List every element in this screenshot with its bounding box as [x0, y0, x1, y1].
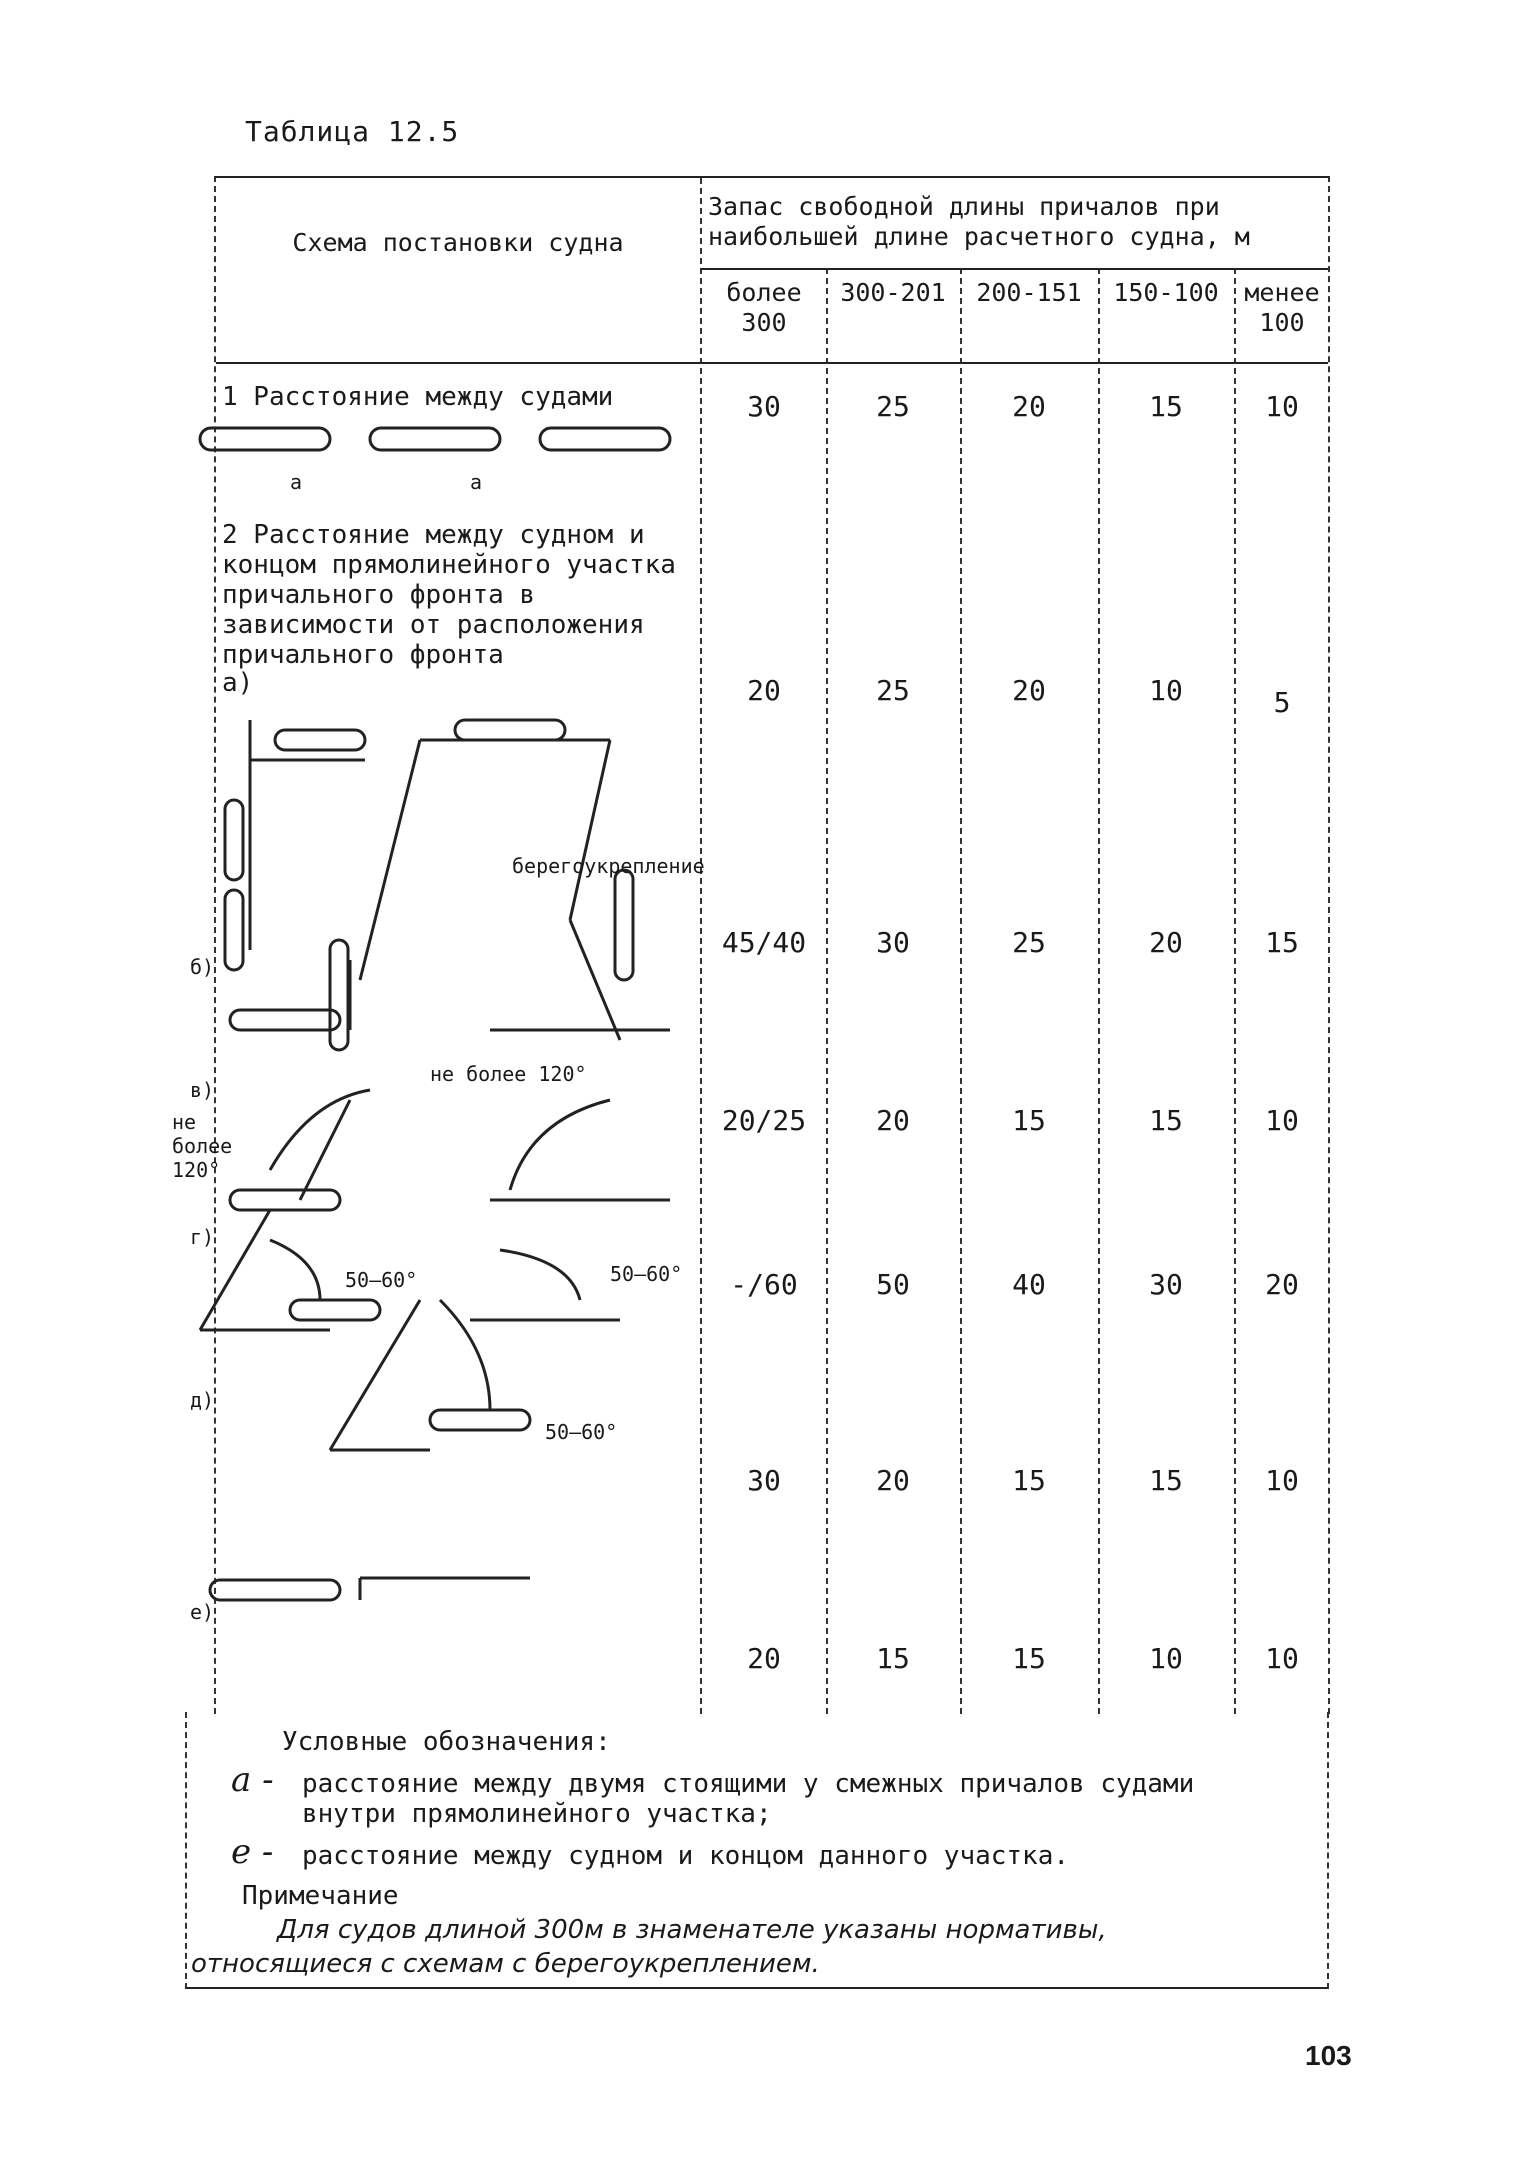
col-header-4: 150-100 [1113, 278, 1219, 307]
cell: 20 [747, 674, 781, 707]
pointer-line [570, 920, 620, 1040]
cell: 10 [1149, 1642, 1183, 1675]
angle-arc [270, 1240, 320, 1300]
ship-shape [275, 730, 365, 750]
legend-text-e: расстояние между судном и концом данного участка. [302, 1841, 1070, 1871]
cell: 20 [747, 1642, 781, 1675]
cell: 15 [1012, 1464, 1046, 1497]
cell: 40 [1012, 1268, 1046, 1301]
ship-shape [230, 1190, 340, 1210]
table-caption: Таблица 12.5 [245, 115, 460, 148]
cell: 10 [1265, 1464, 1299, 1497]
cell: 20 [1012, 390, 1046, 423]
cell: -/60 [730, 1268, 798, 1301]
legend-symbol-e: е - [231, 1832, 274, 1872]
dim-label-a: а [470, 470, 483, 494]
legend-text-a-2: внутри прямолинейного участка; [302, 1799, 772, 1829]
row-label-e: е) [190, 1600, 215, 1624]
cell: 25 [876, 674, 910, 707]
cell: 15 [1149, 1104, 1183, 1137]
shore-label: берегоукрепление [512, 854, 705, 878]
cell: 20 [1149, 926, 1183, 959]
ship-shape [330, 940, 348, 1050]
cell: 25 [1012, 926, 1046, 959]
header-rule [700, 268, 1328, 270]
cell: 25 [876, 390, 910, 423]
angle-label: 50–60° [610, 1262, 683, 1286]
row-label: а) [222, 668, 254, 698]
cell: 5 [1273, 686, 1291, 719]
row-label-g: г) [190, 1225, 215, 1249]
cell: 30 [1149, 1268, 1183, 1301]
page-number: 103 [1305, 2040, 1352, 2071]
cell: 20 [876, 1104, 910, 1137]
legend-and-notes [185, 1712, 1329, 1989]
header-rule [216, 362, 1328, 364]
remark-line-2: относящиеся с схемам с берегоукреплением. [191, 1949, 820, 1979]
cell: 45/40 [721, 926, 807, 959]
cell: 15 [1265, 926, 1299, 959]
berth-line [300, 1100, 350, 1200]
col-header-1: более 300 [726, 278, 802, 337]
ship-shape [430, 1410, 530, 1430]
col-divider [1234, 268, 1236, 1714]
cell: 15 [1149, 1464, 1183, 1497]
col-divider [960, 268, 962, 1714]
ship-shape [370, 428, 500, 450]
dim-label-a: а [290, 470, 303, 494]
angle-label: 50–60° [345, 1268, 418, 1292]
ship-shape [455, 720, 565, 740]
berthing-schemes-sketch [170, 400, 705, 1700]
cell: 30 [876, 926, 910, 959]
angle-arc [440, 1300, 490, 1410]
cell: 20 [1012, 674, 1046, 707]
cell: 30 [747, 390, 781, 423]
ship-shape [230, 1010, 340, 1030]
berth-line [330, 1300, 420, 1450]
col-divider [1098, 268, 1100, 1714]
angle-label: 50–60° [545, 1420, 618, 1444]
col-header-2: 300-201 [840, 278, 946, 307]
row-label-d: д) [190, 1388, 215, 1412]
cell: 10 [1265, 1104, 1299, 1137]
ship-shape [225, 890, 243, 970]
cell: 15 [1012, 1104, 1046, 1137]
header-scheme: Схема постановки судна [292, 228, 624, 257]
cell: 15 [1149, 390, 1183, 423]
legend-title: Условные обозначения: [282, 1727, 611, 1757]
ship-shape [615, 870, 633, 980]
ship-shape [225, 800, 243, 880]
col-header-3: 200-151 [976, 278, 1082, 307]
cell: 15 [1012, 1642, 1046, 1675]
cell: 10 [1265, 1642, 1299, 1675]
legend-symbol-a: а - [231, 1760, 274, 1800]
row-label: 1 Расстояние между судами [222, 382, 614, 412]
ship-shape [540, 428, 670, 450]
row-label: 2 Расстояние между судном и концом прямолинейного участка причального фронта в зависимости от расположения причального фронта [222, 520, 676, 670]
ship-shape [210, 1580, 340, 1600]
row-label-v: в) [190, 1078, 215, 1102]
col-header-5: менее 100 [1244, 278, 1320, 337]
berth-line [570, 740, 610, 920]
col-divider [826, 268, 828, 1714]
cell: 15 [876, 1642, 910, 1675]
remark-line-1: Для судов длиной 300м в знаменателе указаны нормативы, [277, 1915, 1107, 1945]
header-reserve-line1: Запас свободной длины причалов при [708, 192, 1220, 221]
cell: 30 [747, 1464, 781, 1497]
berth-line [360, 740, 420, 980]
cell: 10 [1149, 674, 1183, 707]
ship-shape [290, 1300, 380, 1320]
header-reserve-line2: наибольшей длине расчетного судна, м [708, 222, 1250, 251]
ship-shape [200, 428, 330, 450]
cell: 20 [1265, 1268, 1299, 1301]
cell: 20/25 [721, 1104, 807, 1137]
angle-label: не более 120° [430, 1062, 587, 1086]
cell: 10 [1265, 390, 1299, 423]
legend-text-a: расстояние между двумя стоящими у смежных причалов судами [302, 1769, 1195, 1799]
angle-arc [500, 1250, 580, 1300]
angle-label: не более 120° [172, 1110, 233, 1182]
row-label-b: б) [190, 955, 215, 979]
remark-title: Примечание [242, 1881, 399, 1911]
angle-arc [510, 1100, 610, 1190]
cell: 20 [876, 1464, 910, 1497]
cell: 50 [876, 1268, 910, 1301]
